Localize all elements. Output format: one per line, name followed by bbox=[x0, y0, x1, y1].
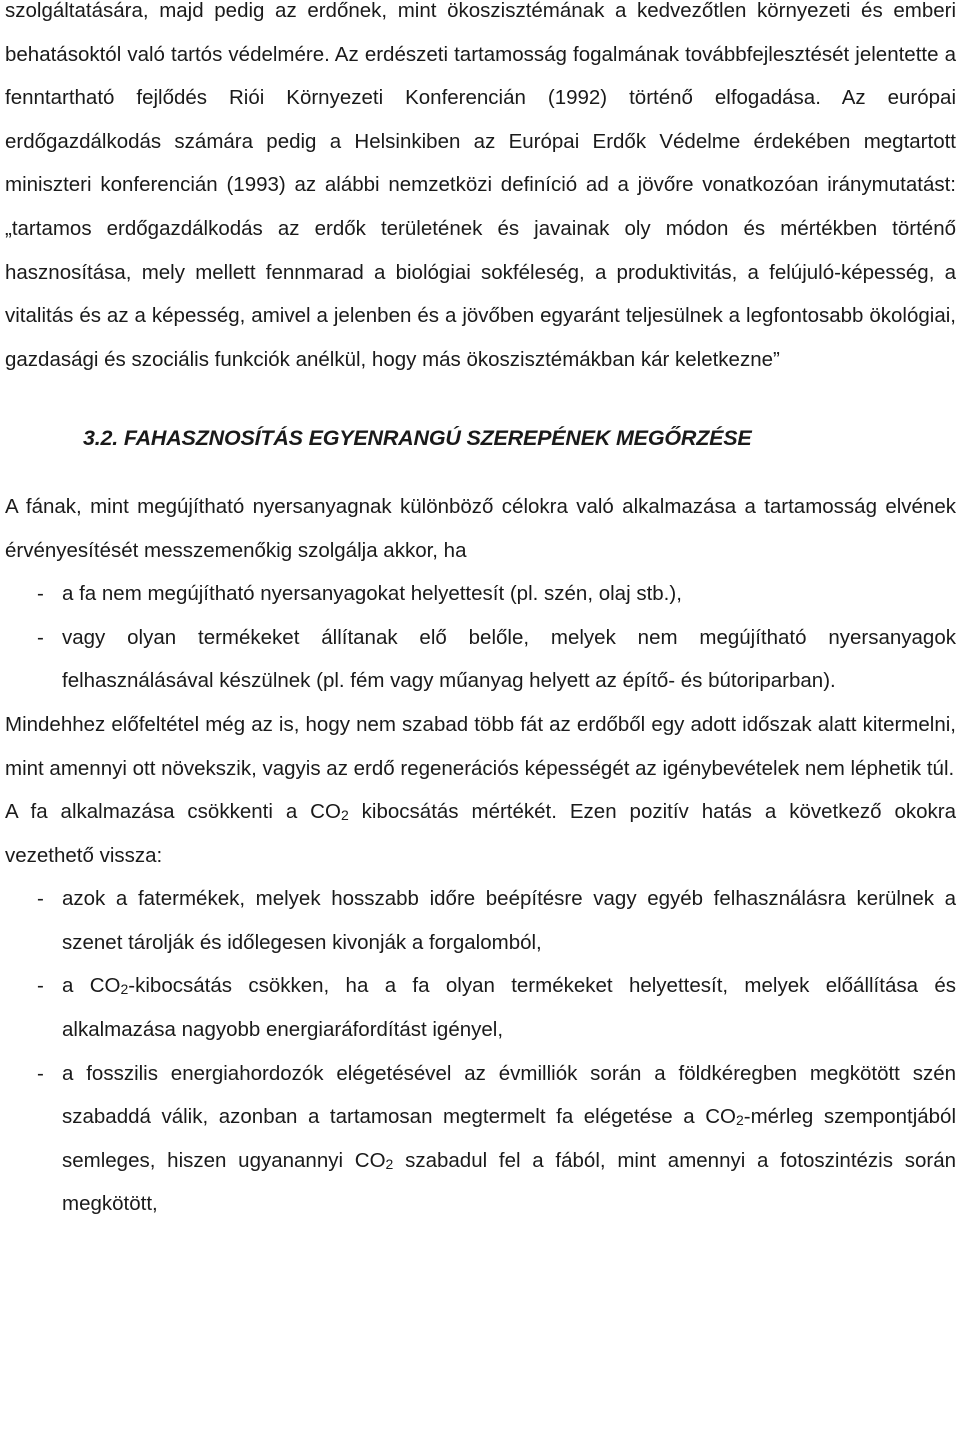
co2-paragraph-text-start: A fa alkalmazása csökkenti a CO bbox=[5, 800, 341, 824]
dash-bullet: - bbox=[37, 1061, 44, 1085]
list-item-text-end: -kibocsátás csökken, ha a fa olyan termékeket helyettesít, melyek előállítása és alkalmazása nagyobb energiaráfordítást igényel, bbox=[62, 974, 956, 1042]
co2-subscript: 2 bbox=[120, 981, 129, 998]
co2-subscript: 2 bbox=[340, 807, 349, 824]
intro-paragraph: szolgáltatására, majd pedig az erdőnek, mint ökoszisztémának a kedvezőtlen környezeti és emberi behatásoktól való tartós védelmére. Az erdészeti tartamosság fogalmának továbbfejlesztését jelentette a fenntartható fejlődés Riói Környezeti Konferencián (1992) történő elfogadása. Az európai erdőgazdálkodás számára pedig a Helsinkiben az Európai Erdők Védelme érdekében megtartott miniszteri konferencián (1993) az alábbi nemzetközi definíció ad a jövőre vonatkozóan iránymutatást: „tartamos erdőgazdálkodás az erdők területének és javainak oly módon és mértékben történő hasznosítása, mely mellett fennmarad a biológiai sokféleség, a produktivitás, a felújuló-képesség, a vitalitás és az a képesség, amivel a jelenben és a jövőben egyaránt teljesülnek a legfontosabb ökológiai, gazdasági és szociális funkciók anélkül, hogy más ökoszisztémákban kár keletkezne” bbox=[5, 0, 956, 371]
list-item-text-part1: a fosszilis energiahordozók elégetésével az évmilliók során a földkéregben megkötött szén szabaddá válik, azonban a tartamosan megtermelt fa elégetése a CO bbox=[62, 1061, 956, 1129]
dash-bullet: - bbox=[37, 625, 44, 649]
list-item bbox=[5, 1052, 956, 1226]
list-item-text-part3: szabadul fel a fából, mint amennyi a fotoszintézis során megkötött, bbox=[62, 1148, 957, 1216]
list-item-text-start: a CO bbox=[62, 974, 121, 998]
co2-paragraph-text-end: kibocsátás mértékét. Ezen pozitív hatás a következő okokra vezethető vissza: bbox=[5, 800, 956, 867]
section-heading: 3.2. FAHASZNOSÍTÁS EGYENRANGÚ SZEREPÉNEK MEGŐRZÉSE bbox=[83, 426, 752, 451]
document-page bbox=[5, 0, 956, 1226]
co2-subscript: 2 bbox=[385, 1155, 394, 1172]
co2-reasons-list bbox=[5, 877, 956, 1226]
dash-bullet: - bbox=[37, 887, 44, 911]
list-item-text: a fa nem megújítható nyersanyagokat helyettesít (pl. szén, olaj stb.), bbox=[62, 582, 682, 606]
list-item bbox=[5, 572, 956, 616]
list-item bbox=[5, 877, 956, 964]
co2-subscript: 2 bbox=[735, 1112, 744, 1129]
dash-bullet: - bbox=[37, 974, 44, 998]
list-item bbox=[5, 616, 956, 703]
list-item-text: azok a fatermékek, melyek hosszabb időre beépítésre vagy egyéb felhasználásra kerülnek a szenet tárolják és időlegesen kivonják a forgalomból, bbox=[62, 887, 956, 954]
list-item-text: vagy olyan termékeket állítanak elő belőle, melyek nem megújítható nyersanyagok felhasználásával készülnek (pl. fém vagy műanyag helyett az építő- és bútoriparban). bbox=[62, 625, 956, 693]
section-intro-paragraph: A fának, mint megújítható nyersanyagnak különböző célokra való alkalmazása a tartamosság elvének érvényesítését messzemenőkig szolgálja akkor, ha bbox=[5, 494, 956, 562]
list-item bbox=[5, 964, 956, 1051]
replacement-conditions-list bbox=[5, 572, 956, 703]
co2-paragraph bbox=[5, 790, 956, 877]
condition-paragraph: Mindehhez előfeltétel még az is, hogy nem szabad több fát az erdőből egy adott időszak alatt kitermelni, mint amennyi ott növekszik, vagyis az erdő regenerációs képességét az igénybevételek nem léphetik túl. bbox=[5, 712, 956, 780]
dash-bullet: - bbox=[37, 582, 44, 606]
list-item-text-part2: -mérleg szempontjából semleges, hiszen ugyanannyi CO bbox=[62, 1105, 957, 1172]
